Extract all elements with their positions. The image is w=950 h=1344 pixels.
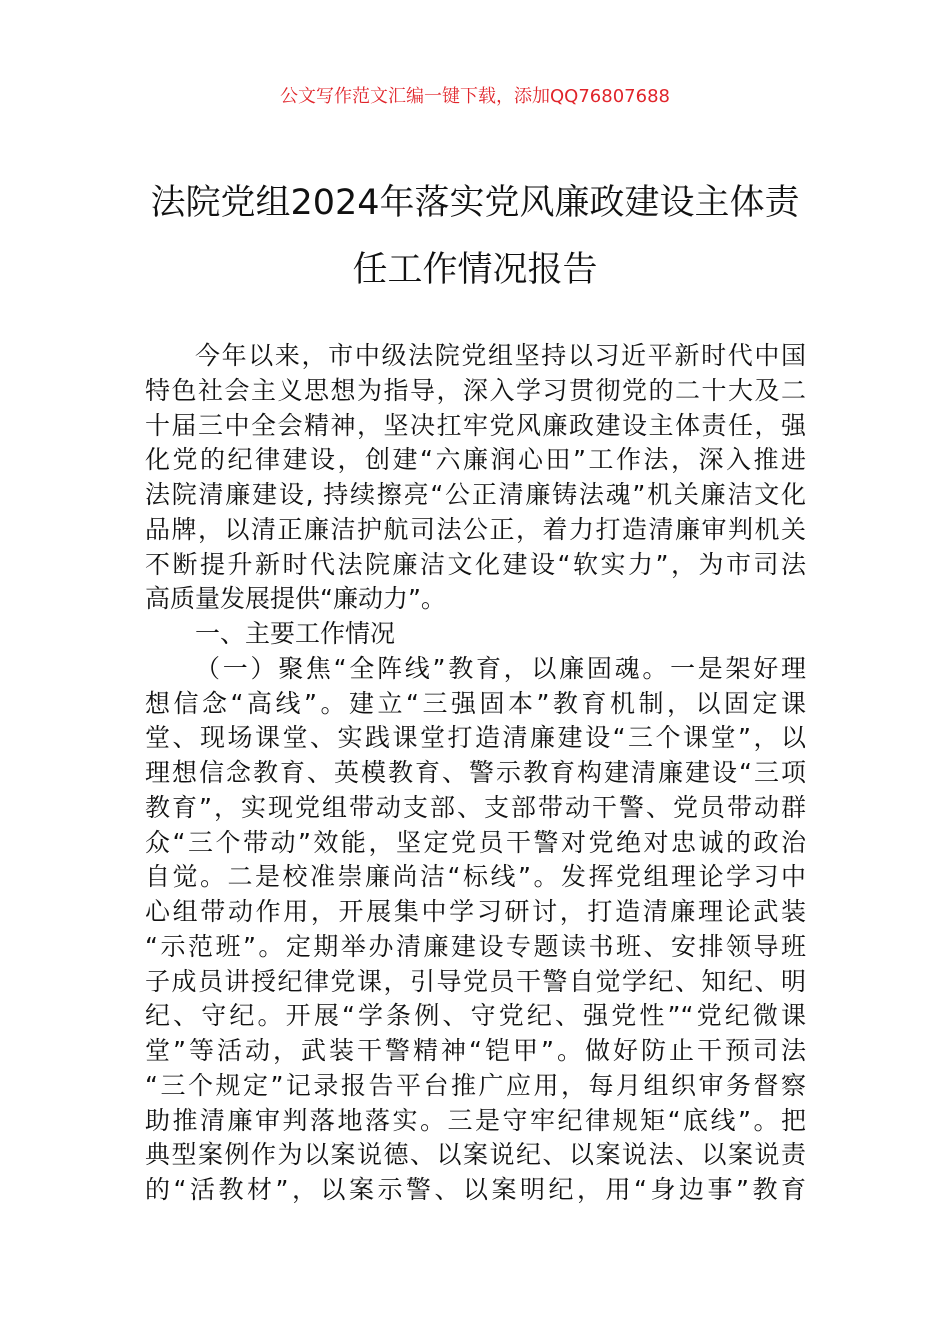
paragraph-line: 纪、守纪。开展“学条例、守党纪、强党性”“党纪微课	[145, 1001, 806, 1031]
paragraph-line: 子成员讲授纪律党课，引导党员干警自觉学纪、知纪、明	[145, 966, 806, 996]
paragraph-line: 心组带动作用，开展集中学习研讨，打造清廉理论武装	[145, 897, 806, 926]
paragraph-line: 典型案例作为以案说德、以案说纪、以案说法、以案说责	[145, 1140, 806, 1170]
paragraph-line: 特色社会主义思想为指导，深入学习贯彻党的二十大及二	[145, 375, 806, 405]
paragraph-line: 堂”等活动，武装干警精神“铠甲”。做好防止干预司法	[145, 1036, 806, 1065]
paragraph-line: 助推清廉审判落地落实。三是守牢纪律规矩“底线”。把	[145, 1105, 806, 1135]
paragraph-line: 今年以来，市中级法院党组坚持以习近平新时代中国	[195, 341, 806, 370]
paragraph-line: 理想信念教育、英模教育、警示教育构建清廉建设“三项	[145, 758, 806, 787]
paragraph-line: 自觉。二是校准崇廉尚洁“标线”。发挥党组理论学习中	[145, 862, 806, 892]
paragraph-line: （一）聚焦“全阵线”教育，以廉固魂。一是架好理	[195, 653, 806, 683]
paragraph-line: 的“活教材”，以案示警、以案明纪，用“身边事”教育	[145, 1175, 806, 1204]
paragraph-line: 堂、现场课堂、实践课堂打造清廉建设“三个课堂”，以	[145, 723, 806, 753]
paragraph-line: 法院清廉建设, 持续擦亮“公正清廉铸法魂”机关廉洁文化	[145, 480, 806, 509]
paragraph-line: 教育”，实现党组带动支部、支部带动干警、党员带动群	[145, 792, 806, 822]
paragraph-line: “三个规定”记录报告平台推广应用，每月组织审务督察	[145, 1070, 806, 1100]
paragraph-line: 想信念“高线”。建立“三强固本”教育机制，以固定课	[145, 688, 806, 718]
download-promo-link[interactable]: 公文写作范文汇编一键下载，添加QQ76807688	[280, 86, 670, 107]
section-heading: 一、主要工作情况	[195, 619, 396, 648]
paragraph-line: 十届三中全会精神，坚决扛牢党风廉政建设主体责任，强	[145, 410, 806, 440]
document-title-line-2: 任工作情况报告	[352, 250, 598, 290]
document-title-line-1: 法院党组2024年落实党风廉政建设主体责	[150, 183, 800, 223]
paragraph-line: “示范班”。定期举办清廉建设专题读书班、安排领导班	[145, 931, 806, 961]
paragraph-line: 不断提升新时代法院廉洁文化建设“软实力”，为市司法	[145, 549, 806, 579]
document-body	[145, 339, 806, 1208]
paragraph-line: 众“三个带动”效能，坚定党员干警对党绝对忠诚的政治	[145, 827, 806, 857]
paragraph-line: 高质量发展提供“廉动力”。	[145, 584, 446, 614]
paragraph-line: 品牌，以清正廉洁护航司法公正，着力打造清廉审判机关	[145, 514, 806, 544]
paragraph-line: 化党的纪律建设，创建“六廉润心田”工作法，深入推进	[145, 445, 806, 475]
